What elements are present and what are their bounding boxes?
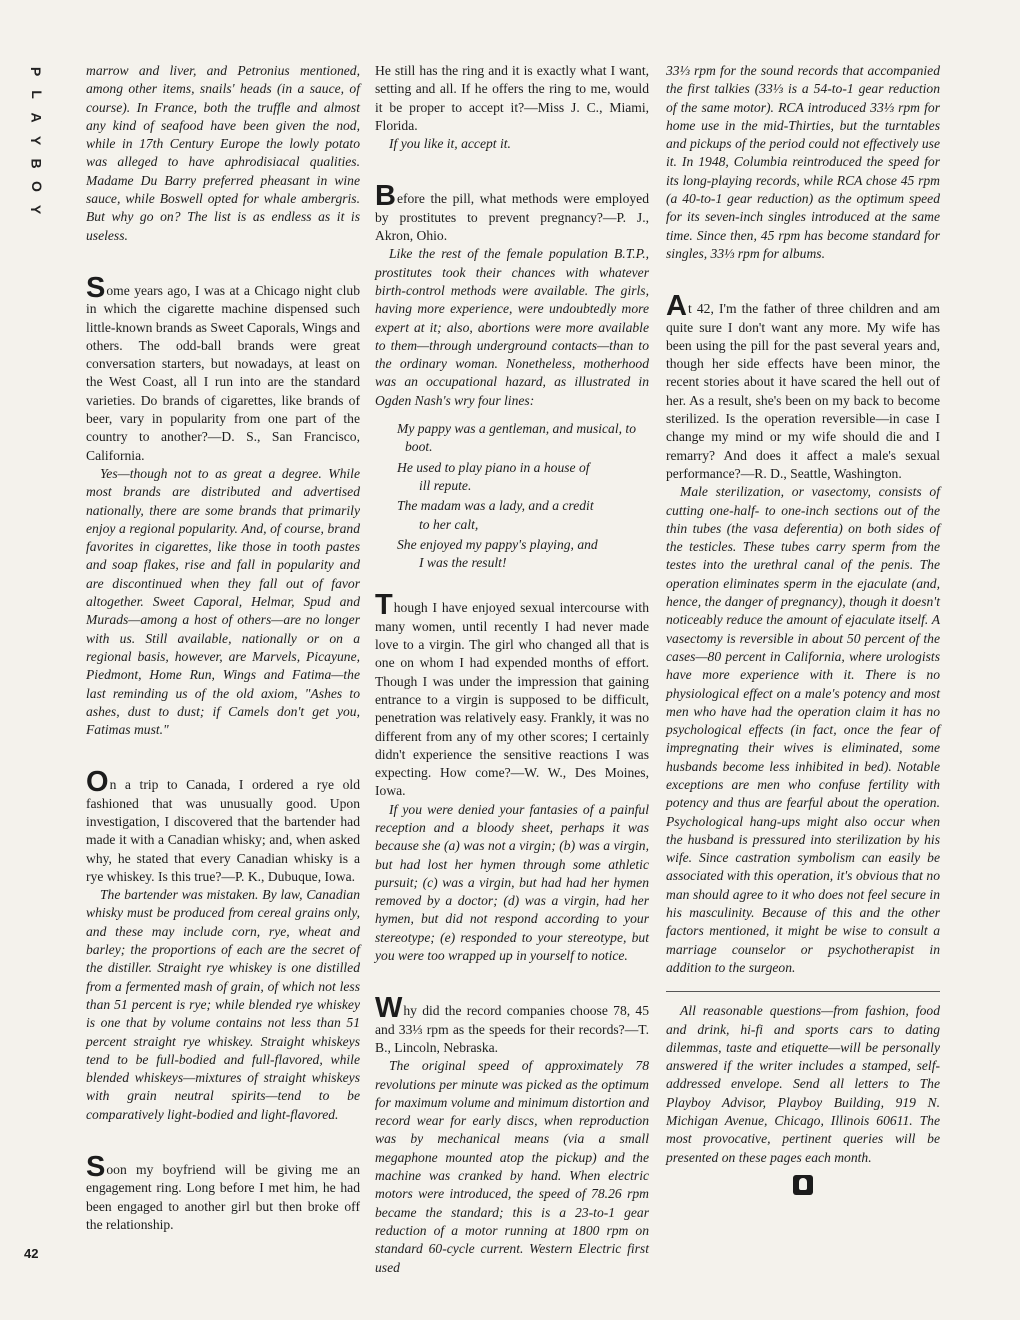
masthead-vertical (22, 60, 50, 221)
drop-cap: S (86, 271, 106, 304)
question-body: oon my boyfriend will be giving me an engagement ring. Long before I met him, he had been engaged to another girl but then broke off the relationship. (86, 1162, 360, 1232)
drop-cap: B (375, 180, 396, 213)
question-text: He still has the ring and it is exactly what I want, setting and all. If he offers the ring to me, would it be proper to accept it?—Miss J. C., Miami, Florida. (375, 63, 649, 133)
drop-cap: A (666, 290, 687, 323)
question-body: t 42, I'm the father of three children and am quite sure I don't want any more. My wife has been using the pill for the past several years and, though her side effects have been minor, the recent stories about it have scared the hell out of her. As a result, she's been on my back to become sterilized. Is the operation reversible—in case I change my mind or my wife should die and I remarry? And does it affect a male's sexual performance?—R. D., Seattle, Washington. (666, 301, 940, 481)
column-2 (375, 62, 649, 1311)
qa-item (86, 766, 360, 1124)
drop-cap: O (86, 766, 109, 799)
rabbit-end-mark-icon (793, 1175, 813, 1195)
verse-line: She enjoyed my pappy's playing, and (397, 536, 598, 552)
answer-text: The original speed of approximately 78 revolutions per minute was picked as the optimum for maximum volume and minimum distortion and record wear for early discs, when reproduction was by mechanical means (via a small megaphone mounted atop the pickup) and the machine was cranked by hand. When electric motors were introduced, the speed of 78.26 rpm became the standard; this is a 23-to-1 gear reduction of a motor running at 1800 rpm on standard 60-cycle current. Western Electric first used (375, 1058, 649, 1275)
verse-line: The madam was a lady, and a credit (397, 498, 594, 514)
column-1 (86, 62, 360, 1268)
masthead-letter: O (28, 181, 45, 192)
qa-item (666, 62, 940, 263)
drop-cap: S (86, 1151, 106, 1184)
question-body: ome years ago, I was at a Chicago night club in which the cigarette machine dispensed such little-known brands as Sweet Caporals, Wings and others. The odd-ball brands were great conversation starters, but nowadays, at least on the West Coast, all I run into are the standard varieties. Do brands of cigarettes, like brands of beer, vary in popularity from one part of the country to another?—D. S., San Francisco, California. (86, 282, 360, 463)
qa-item (375, 992, 649, 1276)
answer-text: Yes—though not to as great a degree. While most brands are distributed and advertised nationally, there are some brands that primarily enjoy a regional popularity. And, of course, brand favorites in cigarettes, like those in tooth pastes and soap flakes, rise and fall in popularity and are discontinued when they fall out of favor altogether. Sweet Caporal, Helmar, Spud and Murads—among a host of others—are no longer with us. Still available, nationally or on a regional basis, however, are Marvels, Picayune, Piedmont, Home Run, Wings and Fatima—the last reminding us of the old axiom, "Ashes to ashes, dust to dust; if Camels don't get you, Fatimas must." (86, 465, 360, 738)
answer-text: The bartender was mistaken. By law, Canadian whisky must be produced from cereal grains only, and these may include corn, rye, wheat and barley; the proportions of each are the secret of the distiller. Straight rye whiskey is one distilled from a fermented mash of grain, of which not less than 51 percent is rye; while blended rye whiskey is one that by volume contains not less than 51 percent straight rye whiskey. Straight whiskeys tend to be full-bodied and full-flavored, while blended whiskeys—mixtures of straight whiskeys with grain neutral spirits—tend to be comparatively light-bodied and light-flavored. (86, 887, 360, 1122)
answer-text: marrow and liver, and Petronius mentioned, among other items, snails' heads (in a sauce, of course). In France, both the truffle and almost any kind of seafood have been given the nod, while in 17th Century Europe the lowly potato was alleged to have aphrodisiacal qualities. Madame Du Barry preferred pheasant in wine sauce, while Boswell opted for whale ambergris. But why go on? The list is as endless as it is useless. (86, 63, 360, 243)
verse-line: to her calt, (419, 516, 479, 532)
qa-item (375, 180, 649, 572)
answer-text: 33⅓ rpm for the sound records that accompanied the first talkies (33⅓ is a 54-to-1 gear reduction of the same motor). RCA introduced 33⅓ rpm for home use in the mid-Thirties, but the turntables and pickups of the period could not effectively use it. In 1948, Columbia reintroduced the speed for its long-playing records, while RCA chose 45 rpm (a 40-to-1 gear reduction) as the optimum speed for its seven-inch singles introduced at the same time. Since then, 45 rpm has become standard for singles, 33⅓ rpm for albums. (666, 63, 940, 261)
question-body: hough I have enjoyed sexual intercourse with many women, until recently I had never made love to a virgin. The girl who changed all that is one on whom I had expended months of effort. Though I was under the impression that gaining entrance to a virgin is supposed to be difficult, penetration was relatively easy. Frankly, it was no different from any of my other scores; I certainly didn't experience the sensitive reactions I was expecting. How come?—W. W., Des Moines, Iowa. (375, 600, 649, 799)
masthead-letter: L (28, 90, 45, 99)
qa-item (375, 62, 649, 153)
qa-item (86, 1151, 360, 1234)
question-text (86, 766, 360, 886)
verse-line: ill repute. (419, 477, 472, 493)
answer-text: Male sterilization, or vasectomy, consists of cutting one-half- to one-inch sections out of the thin tubes (the vasa deferentia) on both sides of the testicles. These tubes carry sperm from the testes into the urethral canal of the penis. The operation eliminates sperm in the ejaculate (and, hence, the danger of pregnancy), though it doesn't noticeably reduce the amount of ejaculate itself. A vasectomy is reversible in about 50 percent of the cases—80 percent in California, where urologists have more experience with it. There is no physiological effect on a male's potency and most men who have had the operation claim it has no psychological effects (in fact, once the fear of impregnating their wives is eliminated, some husbands become less inhibited in bed). Notable exceptions are men who confuse fertility with potency and thus are fearful about the operation. Psychological hang-ups might also occur when the husband is pressured into sterilization by his wife. Since castration symbolism can easily be associated with this operation, it's obvious that no man should agree to it who does not feel secure in his masculinity. Because of this and the other factors mentioned, it might be wise to consult a marriage counselor or psychotherapist in addition to the surgeon. (666, 484, 940, 975)
qa-item (375, 589, 649, 965)
masthead-letter: Y (28, 135, 45, 146)
verse-line: He used to play piano in a house of (397, 459, 590, 475)
question-text (375, 180, 649, 245)
masthead-letter: Y (28, 204, 45, 215)
verse-quote (397, 420, 649, 572)
verse-line: My pappy was a gentleman, and musical, to boot. (397, 421, 636, 455)
column-3 (666, 62, 940, 1195)
question-body: n a trip to Canada, I ordered a rye old fashioned that was unusually good. Upon investigation, I discovered that the bartender had made it with a Canadian whisky; and, when asked why, he stated that every Canadian whisky is a rye whiskey. Is this true?—P. K., Dubuque, Iowa. (86, 777, 360, 884)
question-text (86, 1151, 360, 1234)
question-body: hy did the record companies choose 78, 45 and 33⅓ rpm as the speeds for their records?—T. B., Lincoln, Nebraska. (375, 1003, 649, 1055)
divider-rule (666, 991, 940, 992)
page-number: 42 (24, 1246, 39, 1261)
drop-cap: T (375, 589, 393, 622)
drop-cap: W (375, 992, 403, 1025)
question-text (86, 271, 360, 465)
qa-item (86, 271, 360, 739)
masthead-letter: A (28, 112, 45, 123)
masthead-letter: P (28, 66, 45, 77)
answer-text: If you were denied your fantasies of a painful reception and a bloody sheet, perhaps it was because she (a) was not a virgin; (b) was a virgin, but had lost her hymen through some athletic pursuit; (c) was a virgin, but had had her hymen removed by a doctor; (d) was a virgin, had her hymen, but did not respond according to your stereotype; (e) responded to your stereotype, but you were too wrapped up in yourself to notice. (375, 801, 649, 964)
verse-line: I was the result! (419, 555, 507, 571)
question-text (375, 992, 649, 1057)
submission-note: All reasonable questions—from fashion, food and drink, hi-fi and sports cars to dating dilemmas, taste and etiquette—will be personally answered if the writer includes a stamped, self-addressed envelope. Send all letters to The Playboy Advisor, Playboy Building, 919 N. Michigan Avenue, Chicago, Illinois 60611. The most provocative, pertinent queries will be presented on these pages each month. (666, 1003, 940, 1165)
question-text (666, 290, 940, 483)
question-text (375, 589, 649, 800)
answer-text: If you like it, accept it. (389, 136, 511, 152)
answer-text: Like the rest of the female population B.T.P., prostitutes took their chances with whatever birth-control methods were available. The girls, having more experience, were undoubtedly more expert at it; also, abortions were more available to them—through underground contacts—than to the ordinary woman. Nonetheless, motherhood was an occupational hazard, as illustrated in Ogden Nash's wry four lines: (375, 246, 649, 408)
qa-item (666, 290, 940, 977)
qa-item (86, 62, 360, 245)
masthead-letter: B (28, 158, 45, 169)
question-body: efore the pill, what methods were employed by prostitutes to prevent pregnancy?—P. J., Akron, Ohio. (375, 191, 649, 244)
